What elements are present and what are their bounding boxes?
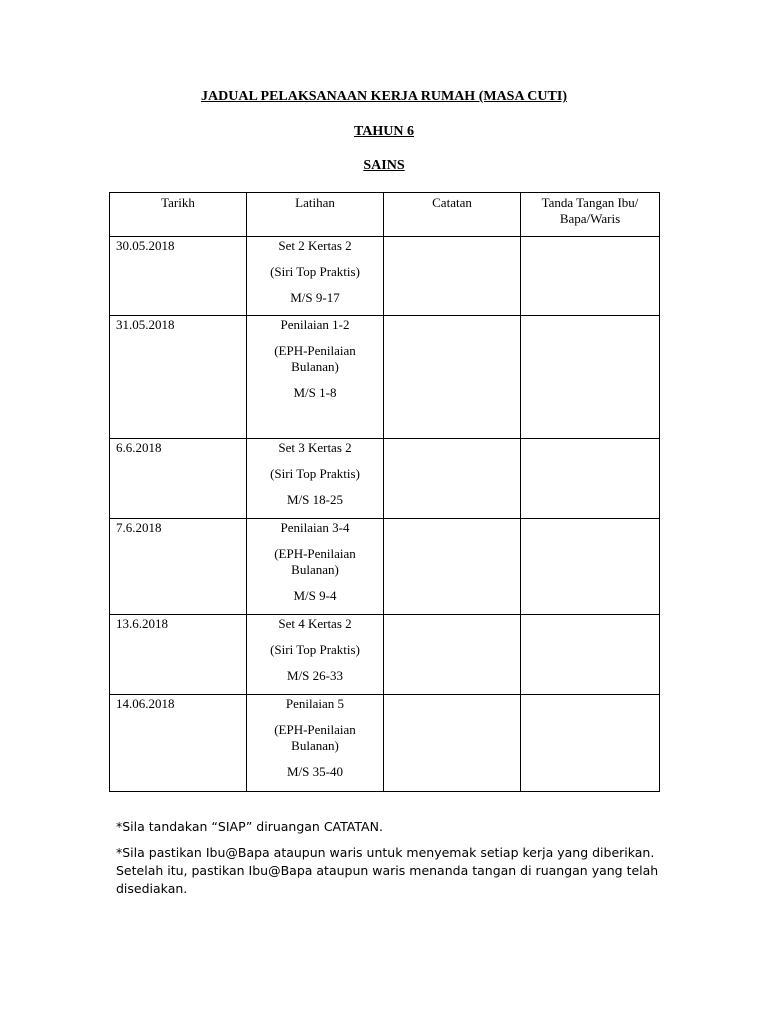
exercise-line: M/S 35-40 (287, 764, 343, 779)
document-title: JADUAL PELAKSANAAN KERJA RUMAH (MASA CUTI) (201, 89, 567, 104)
year-heading: TAHUN 6 (353, 124, 415, 139)
exercise-line: Penilaian 3-4 (280, 520, 350, 535)
exercise-line: Penilaian 1-2 (280, 317, 350, 332)
table-row (110, 237, 660, 316)
exercise-line: Set 4 Kertas 2 (278, 616, 352, 631)
table-row (110, 439, 660, 519)
notes-cell (384, 439, 521, 519)
exercise-line: Set 2 Kertas 2 (278, 238, 352, 253)
instruction-note-2-line: *Sila pastikan Ibu@Bapa ataupun waris untuk menyemak setiap kerja yang diberikan. (116, 845, 655, 860)
exercise-cell (247, 439, 384, 519)
exercise-line: (Siri Top Praktis) (270, 466, 360, 481)
table-row (110, 695, 660, 792)
header-date: Tarikh (110, 193, 247, 237)
signature-cell (521, 519, 660, 615)
signature-cell (521, 695, 660, 792)
exercise-cell (247, 316, 384, 439)
exercise-line: Set 3 Kertas 2 (278, 440, 352, 455)
exercise-line: (Siri Top Praktis) (270, 264, 360, 279)
header-notes: Catatan (384, 193, 521, 237)
header-signature-line2: Bapa/Waris (559, 211, 621, 226)
schedule-table (109, 192, 660, 792)
exercise-line: Bulanan) (291, 562, 339, 577)
instructions (116, 818, 716, 898)
notes-cell (384, 316, 521, 439)
instruction-note-2-line: Setelah itu, pastikan Ibu@Bapa ataupun waris menanda tangan di ruangan yang telah (116, 863, 659, 878)
notes-cell (384, 615, 521, 695)
instruction-note-2 (116, 844, 716, 898)
date-cell: 31.05.2018 (110, 316, 247, 439)
exercise-line: Bulanan) (291, 738, 339, 753)
date-cell: 14.06.2018 (110, 695, 247, 792)
exercise-line: Penilaian 5 (285, 696, 345, 711)
notes-cell (384, 695, 521, 792)
table-row (110, 316, 660, 439)
subject-heading: SAINS (363, 158, 405, 173)
table-header-row (110, 193, 660, 237)
signature-cell (521, 615, 660, 695)
exercise-line: (Siri Top Praktis) (270, 642, 360, 657)
date-cell: 6.6.2018 (110, 439, 247, 519)
instruction-note-1: *Sila tandakan “SIAP” diruangan CATATAN. (116, 819, 383, 834)
header-signature-line1: Tanda Tangan Ibu/ (541, 195, 639, 210)
exercise-line: (EPH-Penilaian (274, 722, 356, 737)
exercise-cell (247, 615, 384, 695)
header-signature (521, 193, 660, 237)
notes-cell (384, 237, 521, 316)
date-cell: 7.6.2018 (110, 519, 247, 615)
table-row (110, 519, 660, 615)
exercise-line: (EPH-Penilaian (274, 546, 356, 561)
exercise-cell (247, 695, 384, 792)
exercise-line: M/S 1-8 (293, 385, 337, 400)
table-row (110, 615, 660, 695)
signature-cell (521, 316, 660, 439)
instruction-note-2-line: disediakan. (116, 881, 188, 896)
date-cell: 30.05.2018 (110, 237, 247, 316)
exercise-line: M/S 26-33 (287, 668, 343, 683)
exercise-cell (247, 237, 384, 316)
signature-cell (521, 237, 660, 316)
date-cell: 13.6.2018 (110, 615, 247, 695)
exercise-line: M/S 9-4 (293, 588, 337, 603)
exercise-line: M/S 9-17 (290, 290, 340, 305)
exercise-line: M/S 18-25 (287, 492, 343, 507)
exercise-line: Bulanan) (291, 359, 339, 374)
header-exercise: Latihan (247, 193, 384, 237)
exercise-cell (247, 519, 384, 615)
notes-cell (384, 519, 521, 615)
exercise-line: (EPH-Penilaian (274, 343, 356, 358)
signature-cell (521, 439, 660, 519)
